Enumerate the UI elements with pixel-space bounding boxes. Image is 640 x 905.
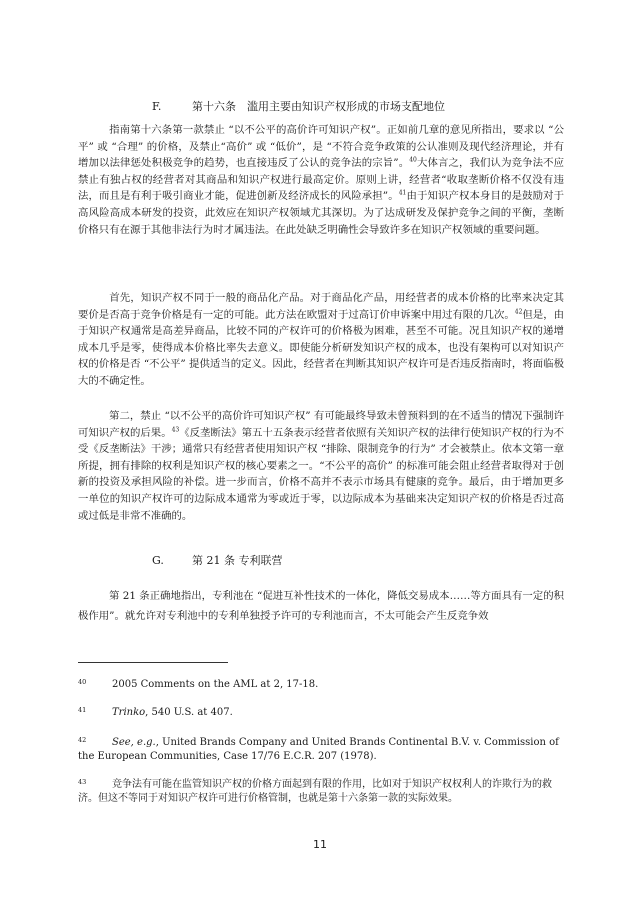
footnote-ref: 42 xyxy=(514,308,523,316)
footnote-40 xyxy=(78,678,564,692)
footnote-text: , United Brands Company and United Brands Continental B.V. v. Commission of the European Communities, Case 17/76 E.C.R. 207 (1978). xyxy=(78,737,559,762)
footnote-43 xyxy=(78,778,564,806)
paragraph-1 xyxy=(78,122,564,238)
footnote-ref: 41 xyxy=(398,189,407,197)
footnote-text: 2005 Comments on the AML at 2, 17-18. xyxy=(112,679,319,690)
paragraph-4 xyxy=(78,586,564,626)
paragraph-text: 但是，由于知识产权通常是高差异商品，比较不同的产权许可的价格极为困难，甚至不可能。况且知识产权的递增成本几乎是零，使得成本价格比率失去意义。即使能分析研发知识产权的成本，也没有架构可以对知识产权的价格是否 “不公平” 提供适当的定义。因此，经营者在判断其知识产权许可是否违反指南时，将面临极大的不确定性。 xyxy=(78,308,565,387)
footnote-signal: See, e.g. xyxy=(112,737,156,748)
section-heading-f xyxy=(152,98,445,114)
page-number: 11 xyxy=(313,838,327,851)
section-title: 第十六条 滥用主要由知识产权形成的市场支配地位 xyxy=(192,100,445,113)
footnote-ref: 43 xyxy=(171,426,180,434)
paragraph-text: 第 21 条正确地指出，专利池在 “促进互补性技术的一体化，降低交易成本……等方面具有一定的积极作用”。就允许对专利池中的专利单独授予许可的专利池而言，不太可能会产生反竞争效 xyxy=(78,590,564,622)
paragraph-text: 第二，禁止 “以不公平的高价许可知识产权” 有可能最终导致未曾预料到的在不适当的情况下强制许可知识产权的后果。 xyxy=(78,410,564,439)
footnote-text: , 540 U.S. at 407. xyxy=(145,707,233,718)
paragraph-text: 由于知识产权本身目的是鼓励对于高风险高成本研发的投资，此效应在知识产权领域尤其深切。为了达成研发及保护竞争之间的平衡，垄断价格只有在源于其他非法行为时才属违法。在此处缺乏明确性会导致许多在知识产权领域的重要问题。 xyxy=(78,190,565,236)
paragraph-2 xyxy=(78,290,564,390)
section-letter: F. xyxy=(152,100,162,113)
paragraph-text: 大体言之，我们认为竞争法不应禁止有独占权的经营者对其商品和知识产权进行最高定价。原则上讲，经营者“收取垄断价格不仅没有违法，而且是有利于吸引商业才能，促进创新及经济成长的风险承担”。 xyxy=(78,157,565,203)
footnote-text: 竞争法有可能在监管知识产权的价格方面起到有限的作用，比如对于知识产权权利人的诈欺行为的救济。但这不等同于对知识产权许可进行价格管制，也就是第十六条第一款的实际效果。 xyxy=(78,779,552,804)
footnote-ref: 40 xyxy=(409,156,417,164)
footnote-separator xyxy=(78,662,228,663)
section-letter: G. xyxy=(152,554,164,567)
paragraph-text: 指南第十六条第一款禁止 “以不公平的高价许可知识产权”。正如前几章的意见所指出，要求以 “公平” 或 “合理” 的价格，及禁止“高价” 或 “低价”，是 “不符合竞争政策的公认准则及现代经济理论，并有增加以法律惩处积极竞争的趋势，也直接违反了公认的竞争法的宗旨”。 xyxy=(78,124,564,170)
paragraph-text: 《反垄断法》第五十五条表示经营者依照有关知识产权的法律行使知识产权的行为不受《反垄断法》干涉；通常只有经营者使用知识产权 “排除、限制竞争的行为” 才会被禁止。依本文第一章所提，拥有排除的权利是知识产权的核心要素之一。“不公平的高价” 的标准可能会阻止经营者取得对于创新的投资及承担风险的补偿。进一步而言，价格不高并不表示市场具有健康的竞争。最后，由于增加更多一单位的知识产权许可的边际成本通常为零或近于零，以边际成本为基础来决定知识产权的价格是否过高或过低是非常不准确的。 xyxy=(78,426,564,522)
footnote-number: 42 xyxy=(78,736,87,744)
paragraph-3 xyxy=(78,408,564,524)
footnote-41 xyxy=(78,706,564,720)
paragraph-text: 首先，知识产权不同于一般的商品化产品。对于商品化产品，用经营者的成本价格的比率来决定其要价是否高于竞争价格是有一定的可能。此方法在欧盟对于过高订价申诉案中用过有限的几次。 xyxy=(78,292,564,321)
section-heading-g xyxy=(152,552,283,568)
footnote-42 xyxy=(78,736,564,764)
footnote-number: 40 xyxy=(78,678,87,686)
footnote-number: 43 xyxy=(78,778,87,786)
footnote-case-name: Trinko xyxy=(112,707,146,718)
footnote-number: 41 xyxy=(78,706,87,714)
section-title: 第 21 条 专利联营 xyxy=(192,554,283,567)
